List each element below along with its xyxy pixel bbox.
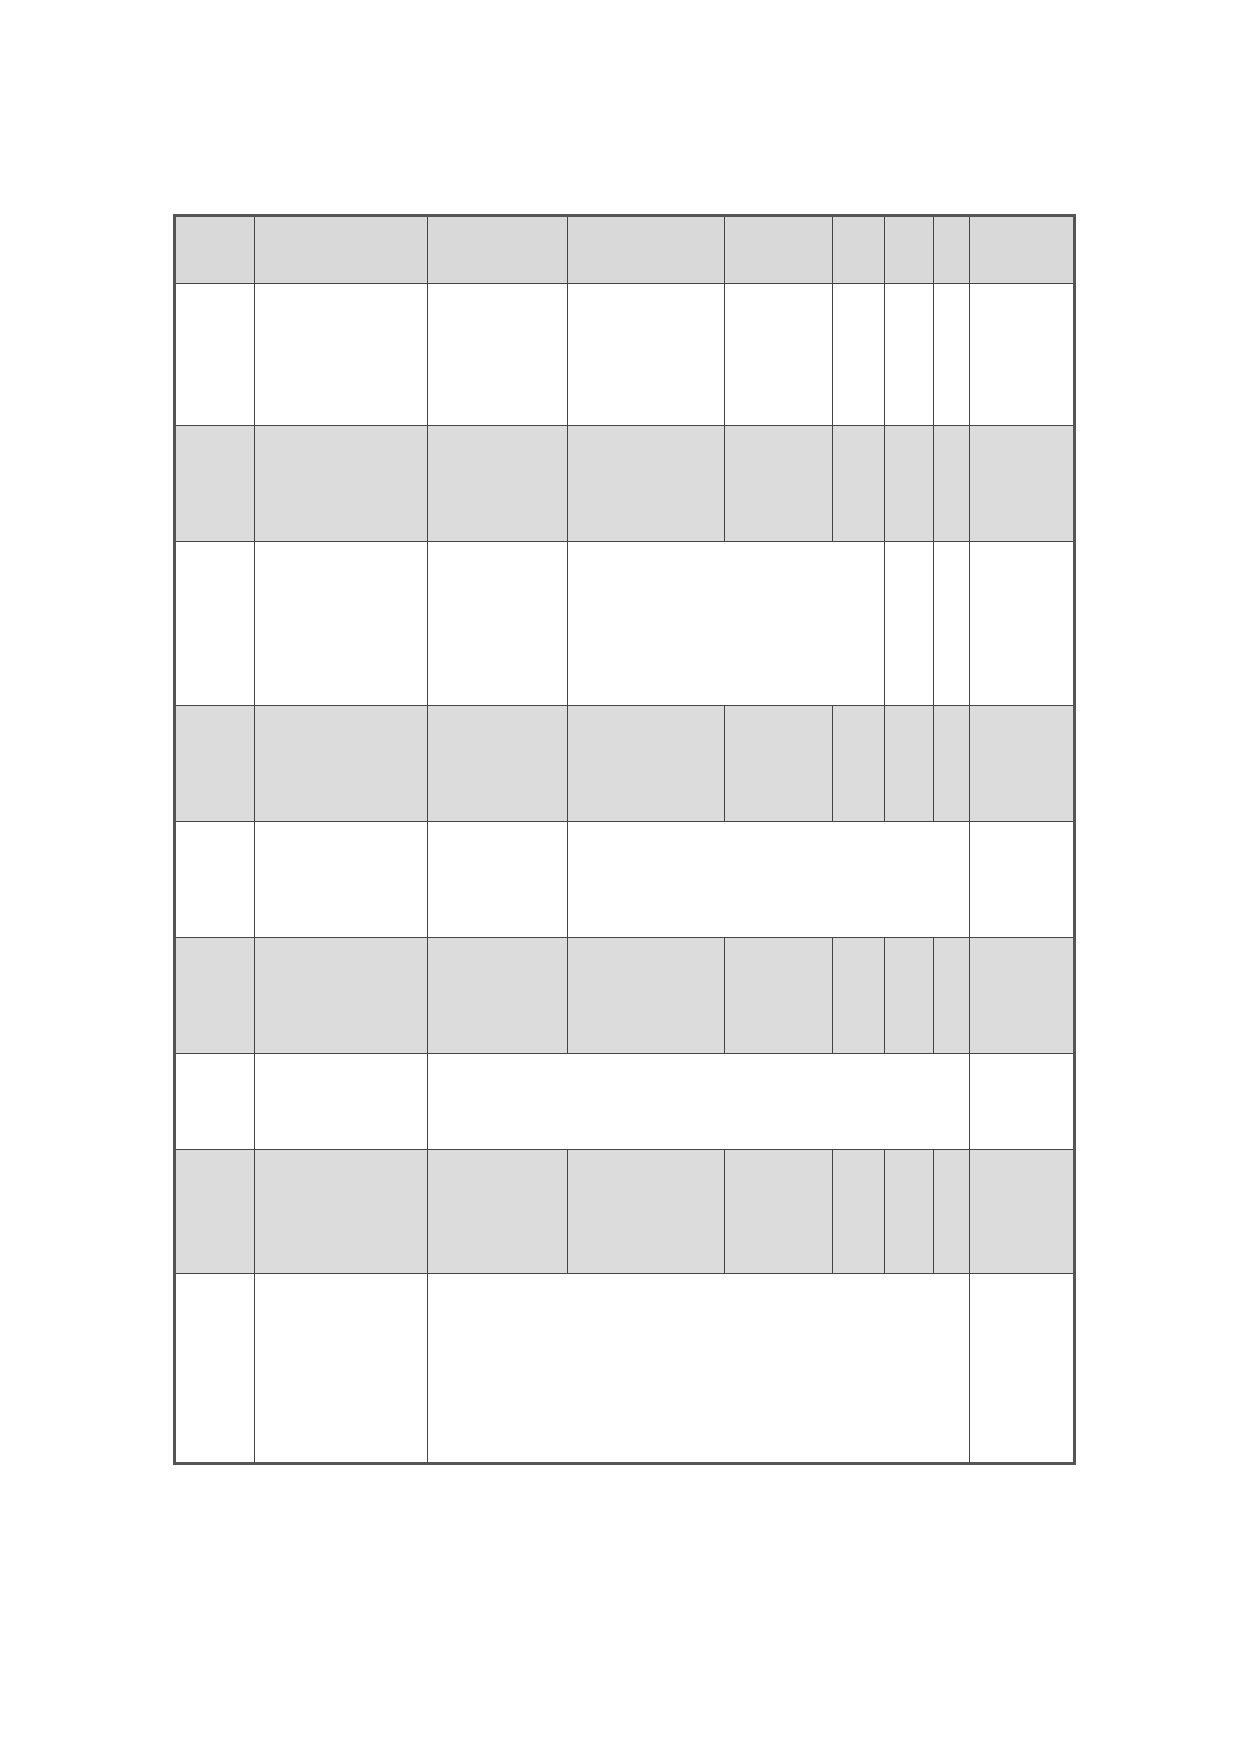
note-cell (934, 542, 970, 706)
header-row (175, 216, 1075, 284)
destination-cell (255, 938, 428, 1054)
schedule-row (175, 1054, 1075, 1150)
boarding-cell (428, 822, 568, 938)
destination-cell (255, 822, 428, 938)
destination-cell (255, 542, 428, 706)
header-date (175, 216, 255, 284)
header-distance (885, 216, 934, 284)
distance-cell (885, 938, 934, 1054)
boarding-cell (428, 938, 568, 1054)
depart-time-cell (833, 938, 885, 1054)
guide-cell (970, 426, 1075, 542)
distance-cell (885, 1150, 934, 1274)
guide-cell (970, 284, 1075, 426)
date-cell (175, 284, 255, 426)
distance-cell (885, 284, 934, 426)
transport-cell (568, 706, 725, 822)
boarding-cell (428, 426, 568, 542)
schedule-body (175, 216, 1075, 1464)
destination-cell (255, 426, 428, 542)
schedule-row (175, 542, 1075, 706)
transport-cell (568, 938, 725, 1054)
note-cell (934, 1150, 970, 1274)
date-cell (175, 1150, 255, 1274)
date-cell (175, 426, 255, 542)
meeting-cell (725, 938, 833, 1054)
guide-cell (970, 1054, 1075, 1150)
depart-time-cell (833, 706, 885, 822)
date-cell (175, 1054, 255, 1150)
meeting-cell (725, 426, 833, 542)
note-cell (934, 938, 970, 1054)
header-note (934, 216, 970, 284)
meeting-cell (725, 284, 833, 426)
boarding-cell (428, 284, 568, 426)
schedule-row (175, 706, 1075, 822)
depart-time-cell (833, 284, 885, 426)
boarding-cell (428, 706, 568, 822)
schedule-row (175, 1274, 1075, 1464)
distance-cell (885, 426, 934, 542)
date-cell (175, 542, 255, 706)
header-meeting (725, 216, 833, 284)
info-cell (428, 1274, 970, 1464)
depart-time-cell (833, 1150, 885, 1274)
date-cell (175, 1274, 255, 1464)
distance-cell (885, 706, 934, 822)
meeting-cell (725, 1150, 833, 1274)
info-cell (568, 822, 970, 938)
note-cell (934, 284, 970, 426)
note-cell (934, 706, 970, 822)
transport-cell (568, 542, 885, 706)
boarding-cell (428, 542, 568, 706)
destination-cell (255, 706, 428, 822)
guide-cell (970, 938, 1075, 1054)
header-guide (970, 216, 1075, 284)
schedule-row (175, 426, 1075, 542)
destination-cell (255, 1274, 428, 1464)
header-destination (255, 216, 428, 284)
guide-cell (970, 822, 1075, 938)
schedule-table (173, 214, 1076, 1465)
schedule-row (175, 1150, 1075, 1274)
guide-cell (970, 1274, 1075, 1464)
transport-cell (568, 426, 725, 542)
schedule-row (175, 822, 1075, 938)
transport-cell (568, 1150, 725, 1274)
guide-cell (970, 542, 1075, 706)
date-cell (175, 822, 255, 938)
date-cell (175, 706, 255, 822)
distance-cell (885, 542, 934, 706)
note-cell (934, 426, 970, 542)
meeting-cell (725, 706, 833, 822)
transport-cell (568, 284, 725, 426)
guide-cell (970, 706, 1075, 822)
info-cell (428, 1054, 970, 1150)
depart-time-cell (833, 426, 885, 542)
header-depart (833, 216, 885, 284)
guide-cell (970, 1150, 1075, 1274)
destination-cell (255, 1150, 428, 1274)
schedule-row (175, 284, 1075, 426)
destination-cell (255, 284, 428, 426)
date-cell (175, 938, 255, 1054)
schedule-row (175, 938, 1075, 1054)
header-boarding (428, 216, 568, 284)
boarding-cell (428, 1150, 568, 1274)
header-transport (568, 216, 725, 284)
destination-cell (255, 1054, 428, 1150)
